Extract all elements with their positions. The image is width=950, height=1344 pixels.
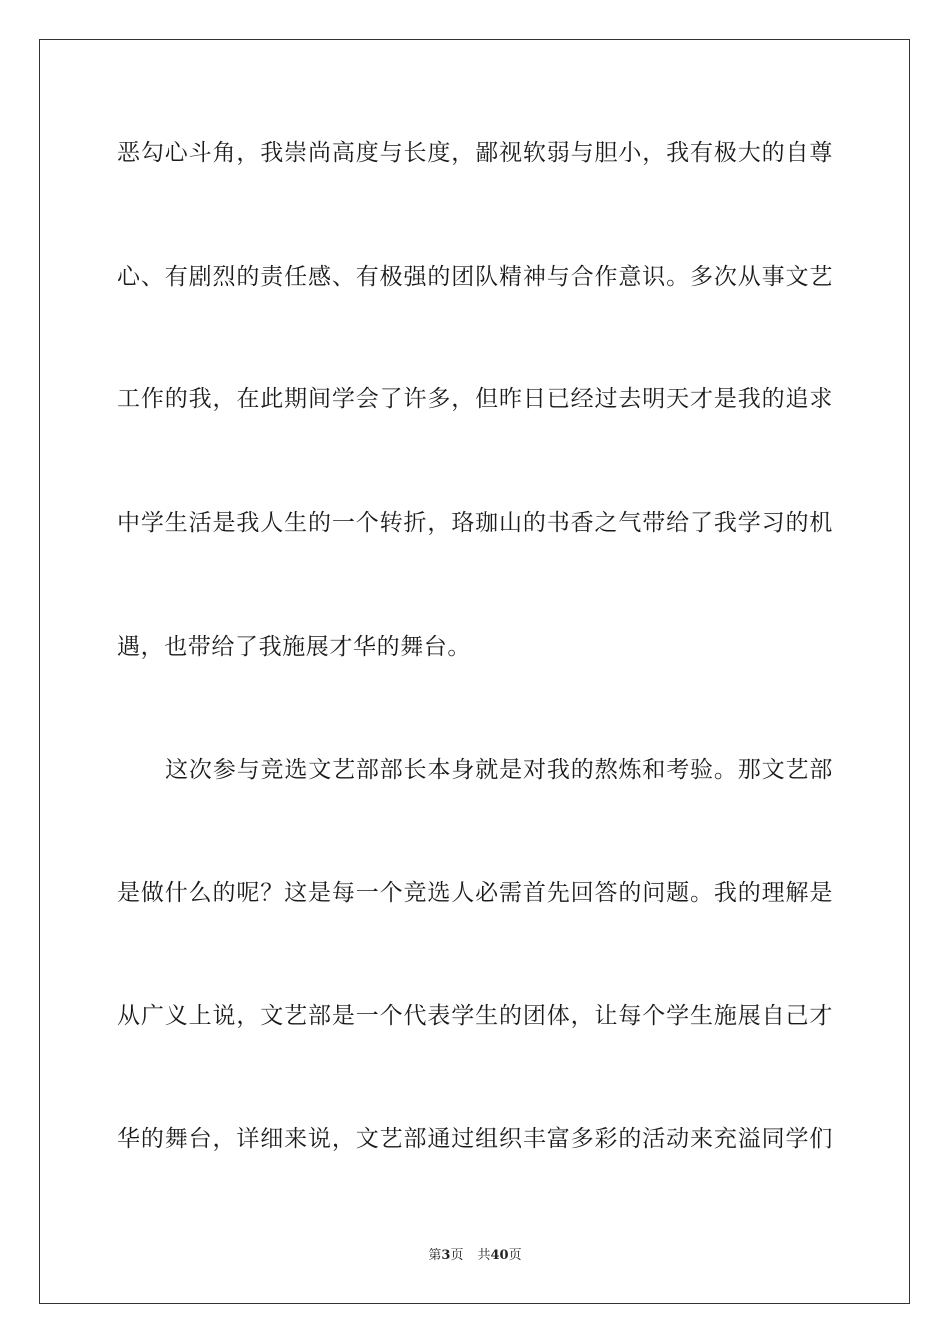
text-line: 从广义上说，文艺部是一个代表学生的团体，让每个学生施展自己才 <box>117 1003 833 1029</box>
text-line: 华的舞台，详细来说，文艺部通过组织丰富多彩的活动来充溢同学们 <box>117 1126 833 1152</box>
text-line: 恶勾心斗角，我崇尚高度与长度，鄙视软弱与胆小，我有极大的自尊 <box>117 140 833 166</box>
current-page-number: 3 <box>441 1248 451 1263</box>
total-pages-indicator: 共40页 <box>477 1248 522 1263</box>
text-line: 中学生活是我人生的一个转折，珞珈山的书香之气带给了我学习的机 <box>117 510 833 536</box>
paragraph-first-line: 这次参与竞选文艺部部长本身就是对我的熬炼和考验。那文艺部 <box>165 757 833 783</box>
total-page-count: 40 <box>490 1248 509 1263</box>
text-line: 是做什么的呢？这是每一个竞选人必需首先回答的问题。我的理解是 <box>117 880 833 906</box>
text-line: 心、有剧烈的责任感、有极强的团队精神与合作意识。多次从事文艺 <box>117 264 833 290</box>
text-line: 工作的我，在此期间学会了许多，但昨日已经过去明天才是我的追求 <box>117 386 833 412</box>
page-border <box>39 39 910 1304</box>
page-indicator: 第3页 <box>428 1248 464 1263</box>
page-footer <box>0 1247 950 1265</box>
text-line: 遇，也带给了我施展才华的舞台。 <box>117 634 471 660</box>
